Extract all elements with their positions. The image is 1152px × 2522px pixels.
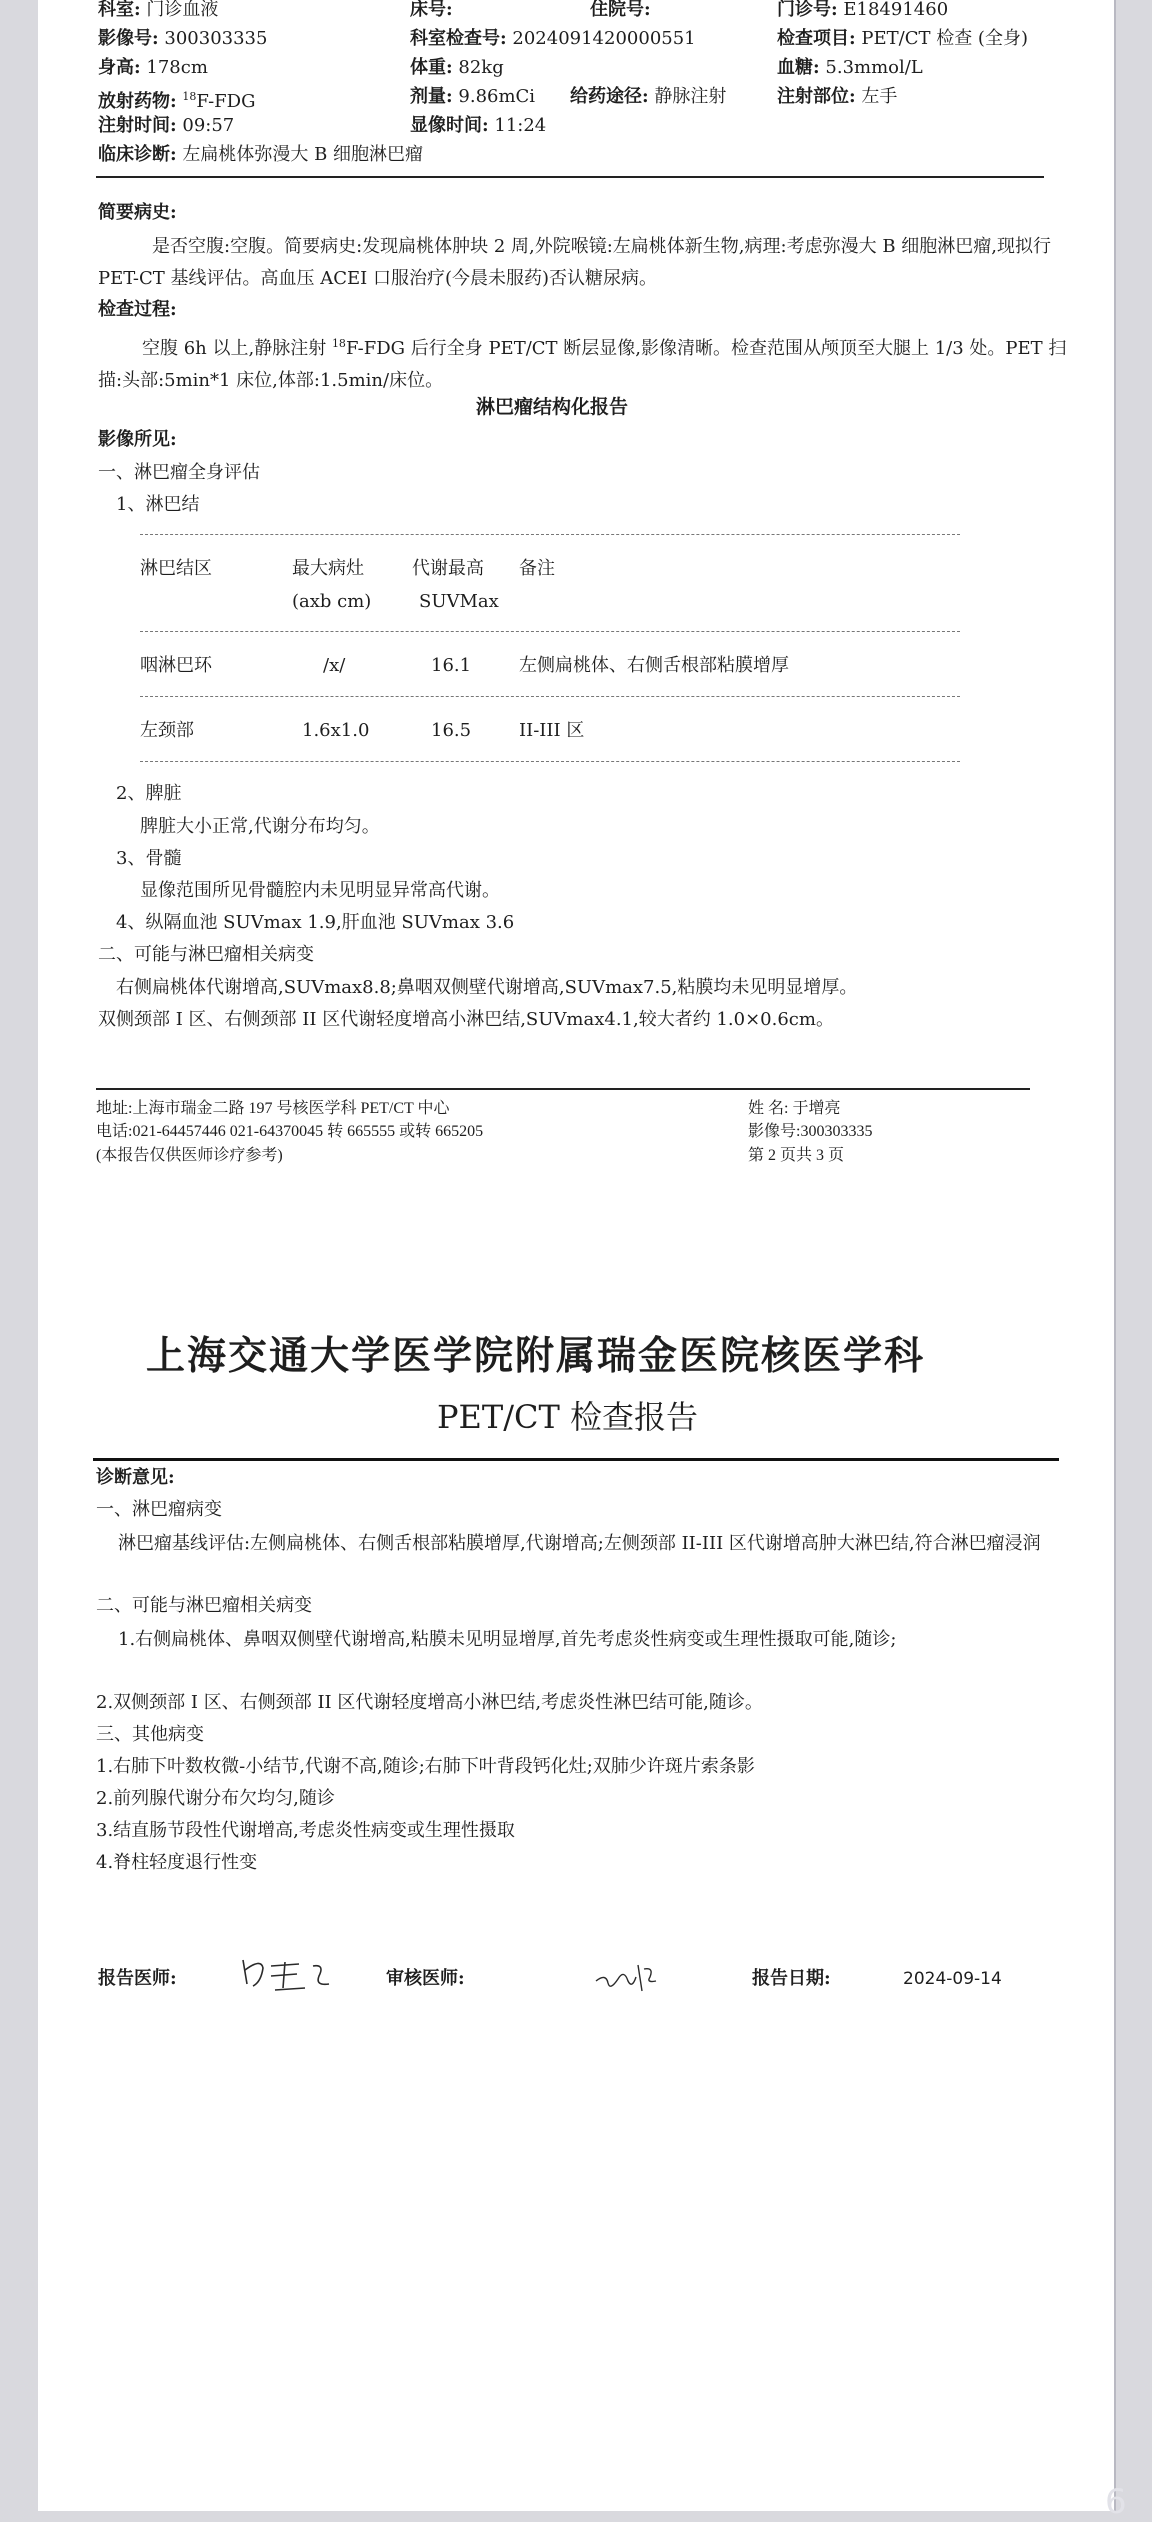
lymph-node-heading: 1、淋巴结: [116, 494, 200, 515]
report-title: PET/CT 检查报告: [437, 1398, 699, 1436]
opinion-section-1: 一、淋巴瘤病变: [96, 1499, 222, 1520]
page-edge: [1114, 0, 1116, 2511]
history-text: 是否空腹:空腹。简要病史:发现扁桃体肿块 2 周,外院喉镜:左扁桃体新生物,病理:考虑弥漫大 B 细胞淋巴瘤,现拟行 PET-CT 基线评估。高血压 ACEI 口服治疗(今晨未服药)否认糖尿病。: [98, 236, 1051, 289]
related-lesion-text: 右侧扁桃体代谢增高,SUVmax8.8;鼻咽双侧壁代谢增高,SUVmax7.5,粘膜均未见明显增厚。: [116, 977, 858, 998]
review-doctor-label: 审核医师:: [386, 1968, 465, 1989]
opinion-section-3: 三、其他病变: [96, 1724, 204, 1745]
hospital-name: 上海交通大学医学院附属瑞金医院核医学科: [146, 1333, 926, 1379]
title-rule: [93, 1458, 1059, 1461]
related-lesion-text: 双侧颈部 I 区、右侧颈部 II 区代谢轻度增高小淋巴结,SUVmax4.1,较大者约 1.0×0.6cm。: [98, 1009, 834, 1030]
glucose: 血糖: 5.3mmol/L: [777, 57, 923, 78]
weight: 体重: 82kg: [410, 57, 504, 78]
table-divider: [140, 761, 960, 762]
scan-time: 显像时间: 11:24: [410, 115, 547, 136]
table-cell: II-III 区: [519, 720, 585, 741]
opinion-title: 诊断意见:: [96, 1467, 175, 1488]
table-subheader-suv: SUVMax: [419, 591, 499, 612]
inpatient-label: 住院号:: [590, 0, 651, 20]
header-rule: [96, 176, 1044, 178]
opinion-other-1: 1.右肺下叶数枚微-小结节,代谢不高,随诊;右肺下叶背段钙化灶;双肺少许斑片索条影: [96, 1756, 755, 1777]
section-2-heading: 二、可能与淋巴瘤相关病变: [98, 944, 314, 965]
footer-page-number: 第 2 页共 3 页: [748, 1147, 845, 1164]
table-divider: [140, 534, 960, 535]
table-divider: [140, 631, 960, 632]
table-header-note: 备注: [519, 558, 555, 579]
footer-patient-name: 姓 名: 于增亮: [748, 1100, 841, 1117]
radio-drug: 放射药物: $^{18}$F-FDG: [98, 90, 256, 112]
footer-phone: 电话:021-64457446 021-64370045 转 665555 或转 665205: [96, 1123, 484, 1140]
history-title: 简要病史:: [98, 202, 177, 223]
footer-note: (本报告仅供医师诊疗参考): [96, 1147, 283, 1164]
opinion-other-3: 3.结直肠节段性代谢增高,考虑炎性病变或生理性摄取: [96, 1820, 515, 1841]
report-date: 2024-09-14: [903, 1969, 1002, 1989]
table-header-suv: 代谢最高: [412, 558, 484, 579]
outpatient-no: 门诊号: E18491460: [777, 0, 949, 20]
opinion-lymphoma-text: 淋巴瘤基线评估:左侧扁桃体、右侧舌根部粘膜增厚,代谢增高;左侧颈部 II-III 区代谢增高肿大淋巴结,符合淋巴瘤浸润: [118, 1533, 1041, 1554]
table-header-lesion: 最大病灶: [292, 558, 364, 579]
opinion-section-2: 二、可能与淋巴瘤相关病变: [96, 1595, 312, 1616]
table-cell: 1.6x1.0: [302, 720, 370, 741]
marrow-heading: 3、骨髓: [116, 848, 182, 869]
dose: 剂量: 9.86mCi: [410, 86, 536, 107]
procedure-text: 空腹 6h 以上,静脉注射 $^{18}$F-FDG 后行全身 PET/CT 断层显像,影像清晰。检查范围从颅顶至大腿上 1/3 处。PET 扫描:头部:5min*1 床位,体部:1.5min/床位。: [98, 337, 1067, 391]
opinion-related-1: 1.右侧扁桃体、鼻咽双侧壁代谢增高,粘膜未见明显增厚,首先考虑炎性病变或生理性摄取可能,随诊;: [118, 1629, 897, 1650]
footer-image-no: 影像号:300303335: [748, 1123, 873, 1140]
route: 给药途径: 静脉注射: [570, 86, 727, 107]
footer-rule: [96, 1088, 1030, 1090]
table-cell: 左颈部: [140, 720, 194, 741]
table-divider: [140, 696, 960, 697]
findings-title: 影像所见:: [98, 429, 177, 450]
exam-item: 检查项目: PET/CT 检查 (全身): [777, 28, 1028, 49]
structured-report-title: 淋巴瘤结构化报告: [476, 396, 629, 418]
opinion-other-4: 4.脊柱轻度退行性变: [96, 1852, 258, 1873]
report-date-label: 报告日期:: [752, 1968, 831, 1989]
dept-row: 科室: 门诊血液: [98, 0, 219, 20]
clinical-diagnosis: 临床诊断: 左扁桃体弥漫大 B 细胞淋巴瘤: [98, 144, 424, 165]
review-doctor-signature: [592, 1955, 662, 1995]
exam-no: 科室检查号: 2024091420000551: [410, 28, 696, 49]
inject-time: 注射时间: 09:57: [98, 115, 235, 136]
report-doctor-signature: [235, 1950, 335, 1998]
spleen-text: 脾脏大小正常,代谢分布均匀。: [140, 816, 380, 837]
marrow-text: 显像范围所见骨髓腔内未见明显异常高代谢。: [140, 880, 500, 901]
table-subheader-size: (axb cm): [292, 591, 372, 612]
table-cell: /x/: [323, 655, 346, 676]
table-header-region: 淋巴结区: [140, 558, 212, 579]
table-cell: 咽淋巴环: [140, 655, 212, 676]
report-doctor-label: 报告医师:: [98, 1968, 177, 1989]
section-1-heading: 一、淋巴瘤全身评估: [98, 462, 260, 483]
footer-address: 地址:上海市瑞金二路 197 号核医学科 PET/CT 中心: [96, 1100, 450, 1117]
opinion-other-2: 2.前列腺代谢分布欠均匀,随诊: [96, 1788, 335, 1809]
image-no: 影像号: 300303335: [98, 28, 268, 49]
blood-pool-text: 4、纵隔血池 SUVmax 1.9,肝血池 SUVmax 3.6: [116, 912, 515, 933]
opinion-related-2: 2.双侧颈部 I 区、右侧颈部 II 区代谢轻度增高小淋巴结,考虑炎性淋巴结可能,随诊。: [96, 1692, 763, 1713]
table-cell: 左侧扁桃体、右侧舌根部粘膜增厚: [519, 655, 789, 676]
height: 身高: 178cm: [98, 57, 208, 78]
procedure-title: 检查过程:: [98, 299, 177, 320]
inject-site: 注射部位: 左手: [777, 86, 898, 107]
spleen-heading: 2、脾脏: [116, 783, 182, 804]
table-cell: 16.5: [431, 720, 472, 741]
bed-label: 床号:: [410, 0, 453, 20]
page-corner-number: 6: [1105, 2482, 1127, 2522]
table-cell: 16.1: [431, 655, 472, 676]
